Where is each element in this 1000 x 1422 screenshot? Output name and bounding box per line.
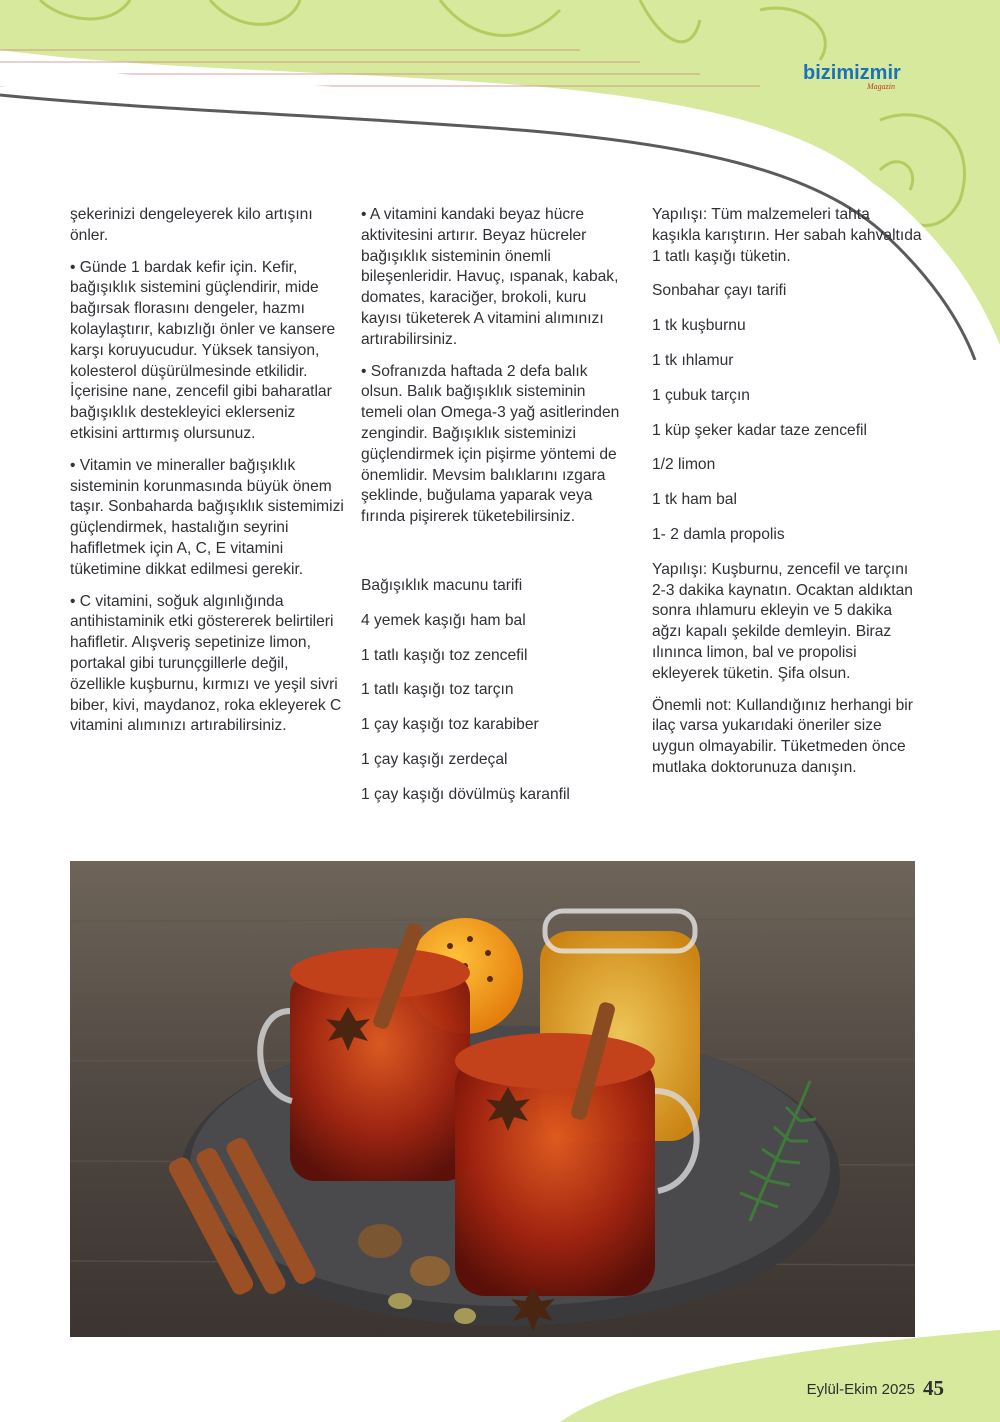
logo-subtitle: Magazin: [867, 82, 895, 91]
logo-part-2: izmir: [854, 62, 901, 84]
text-column-3: [652, 205, 922, 790]
ingredient-item: 4 yemek kaşığı ham bal: [361, 611, 526, 629]
ingredient-item: 1 küp şeker kadar taze zencefil: [652, 421, 867, 439]
ingredient-item: 1 tatlı kaşığı toz zencefil: [361, 646, 528, 664]
ingredient-item: 1 çay kaşığı zerdeçal: [361, 750, 508, 768]
text-column-1: [70, 205, 345, 748]
method-text: Yapılışı: Kuşburnu, zencefil ve tarçını 2-3 dakika kaynatın. Ocaktan aldıktan sonra ıhlamuru ekleyin ve 5 dakika ağzı kapalı şekilde demleyin. Biraz ılınınca limon, bal ve propolisi ekleyerek tüketin. Şifa olsun.: [652, 560, 913, 682]
ingredient-item: 1 tatlı kaşığı toz tarçın: [361, 681, 514, 699]
paragraph: şekerinizi dengeleyerek kilo artışını önler.: [70, 206, 313, 244]
important-note: Önemli not: Kullandığınız herhangi bir ilaç varsa yukarıdaki öneriler size uygun olmayabilir. Tüketmeden önce mutlaka doktorunuza danışın.: [652, 696, 913, 776]
paragraph: • C vitamini, soğuk algınlığında antihistaminik etki göstererek belirtileri hafifletir. Alışveriş sepetinize limon, portakal gibi turunçgillerle değil, özellikle kuşburnu, kırmızı ve yeşil sivri biber, kivi, maydanoz, roka ekleyerek C vitamini alımınızı artırabilirsiniz.: [70, 592, 342, 735]
ingredient-item: 1 çay kaşığı toz karabiber: [361, 716, 539, 734]
ingredient-item: 1/2 limon: [652, 456, 716, 474]
paragraph: • A vitamini kandaki beyaz hücre aktivitesini artırır. Beyaz hücreler bağışıklık sisteminin önemli bileşenleridir. Havuç, ıspanak, kabak, domates, karaciğer, brokoli, kuru kayısı tüketerek A vitamini alımınızı artırabilirsiniz.: [361, 206, 619, 348]
logo-wordmark: [803, 62, 923, 84]
paragraph: • Günde 1 bardak kefir için. Kefir, bağışıklık sistemini güçlendirir, mide bağırsak florasını dengeler, hazmı kolaylaştırır, kabızlığı önler ve kansere karşı koruyucudur. Yüksek tansiyon, kolesterol düşürülmesinde etkilidir. İçerisine nane, zencefil gibi baharatlar bağışıklık destekleyici eklerseniz etkisini arttırmış olursunuz.: [70, 258, 336, 442]
recipe-title: Sonbahar çayı tarifi: [652, 282, 787, 300]
text-column-2: [361, 205, 631, 820]
ingredient-item: 1 çubuk tarçın: [652, 386, 750, 404]
page-number: 45: [923, 1376, 944, 1400]
recipe-title: Bağışıklık macunu tarifi: [361, 576, 523, 594]
logo-part-1: bizim: [803, 62, 855, 84]
ingredient-item: 1 çay kaşığı dövülmüş karanfil: [361, 785, 570, 803]
paragraph: • Vitamin ve mineraller bağışıklık sisteminin korunmasında büyük önem taşır. Sonbaharda bağışıklık sistemimizi güçlendirmek, hastalığın seyrini hafifletmek için A, C, E vitamini tüketimine dikkat edilmesi gerekir.: [70, 456, 344, 578]
method-text: Yapılışı: Tüm malzemeleri tahta kaşıkla karıştırın. Her sabah kahvaltıda 1 tatlı kaşığı tüketin.: [652, 206, 922, 265]
ingredient-item: 1 tk ıhlamur: [652, 351, 734, 369]
paragraph: • Sofranızda haftada 2 defa balık olsun. Balık bağışıklık sisteminin temeli olan Omega-3 yağ asitlerinden zengindir. Bağışıklık sisteminizi güçlendirmek için pişirme yöntemi de önemlidir. Mevsim balıklarını ızgara şeklinde, buğulama yaparak veya fırında pişirerek tüketebilirsiniz.: [361, 362, 620, 526]
ingredient-item: 1 tk ham bal: [652, 491, 737, 509]
issue-date: Eylül-Ekim 2025: [806, 1381, 915, 1398]
ingredient-item: 1 tk kuşburnu: [652, 317, 746, 335]
tea-photo: [70, 861, 915, 1337]
ingredient-item: 1- 2 damla propolis: [652, 525, 785, 543]
brand-logo: [803, 62, 923, 102]
